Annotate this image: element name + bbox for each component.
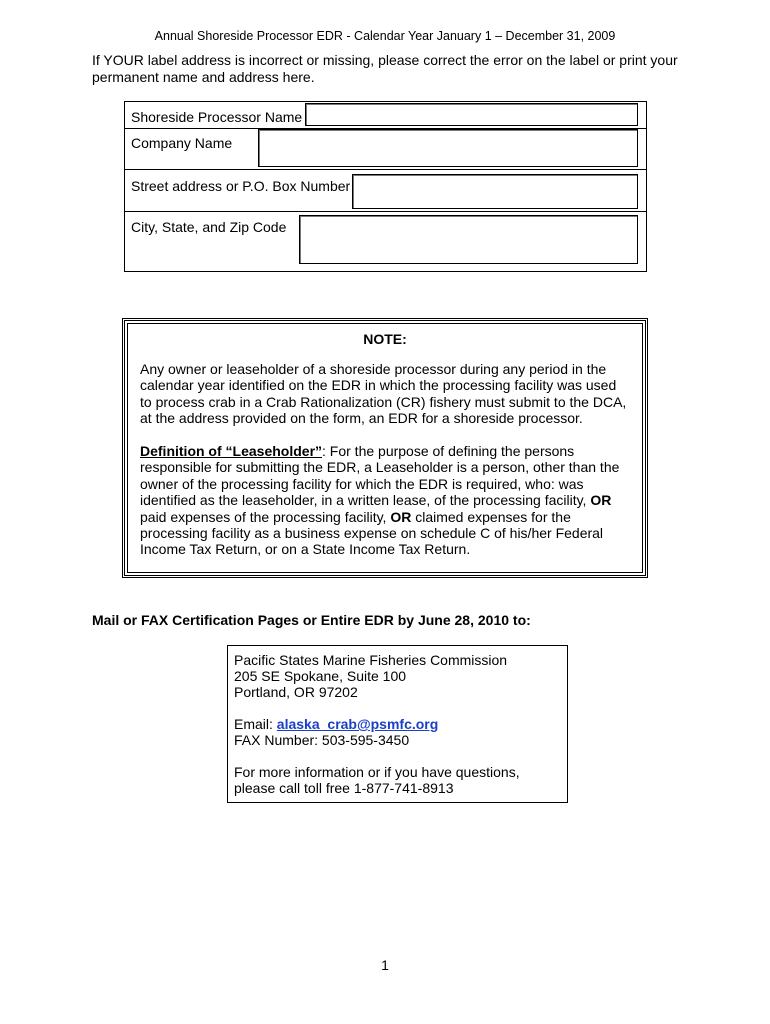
info-line-2: please call toll free 1-877-741-8913	[234, 780, 454, 796]
definition-text-3: claimed expenses for the processing facility as a business expense on schedule C of his/her Federal Income Tax Return, or on a State Income Tax Return.	[140, 508, 604, 558]
processor-name-field[interactable]	[305, 103, 638, 126]
email-label: Email:	[234, 716, 277, 732]
city-address: Portland, OR 97202	[234, 684, 358, 700]
city-row	[125, 212, 646, 270]
processor-name-row	[125, 102, 646, 129]
mail-heading: Mail or FAX Certification Pages or Entire EDR by June 28, 2010 to:	[92, 612, 531, 628]
or-emphasis-2: OR	[390, 508, 412, 525]
street-field[interactable]	[352, 174, 638, 209]
definition-text-1: : For the purpose of defining the persons responsible for submitting the EDR, a Leaseholder is a person, other than the owner of the processing facility for which the EDR is required, who: was identified as the leaseholder, in a written lease, of the processing facility,	[140, 443, 620, 509]
company-name-field[interactable]	[258, 129, 638, 167]
email-line	[234, 716, 438, 732]
definition-term: Definition of “Leaseholder”	[140, 443, 323, 459]
contact-box	[227, 645, 568, 803]
street-row	[125, 170, 646, 212]
info-line-1: For more information or if you have questions,	[234, 764, 520, 780]
street-address: 205 SE Spokane, Suite 100	[234, 668, 407, 684]
intro-text: If YOUR label address is incorrect or missing, please correct the error on the label or print your permanent name and address here.	[92, 52, 678, 85]
or-emphasis-1: OR	[590, 492, 612, 509]
note-paragraph: Any owner or leaseholder of a shoreside processor during any period in the calendar year identified on the EDR in which the processing facility was used to process crab in a Crab Rationalization (CR) fishery must submit to the DCA, at the address provided on the form, an EDR for a shoreside processor.	[140, 361, 627, 427]
page-number: 1	[381, 957, 389, 973]
definition-text-2: paid expenses of the processing facility,	[140, 508, 391, 525]
org-name: Pacific States Marine Fisheries Commission	[234, 652, 508, 668]
note-title: NOTE:	[363, 331, 407, 347]
company-name-row	[125, 128, 646, 170]
company-name-label: Company Name	[131, 135, 233, 151]
address-form	[124, 101, 647, 272]
street-label: Street address or P.O. Box Number	[131, 178, 351, 194]
fax-number: FAX Number: 503-595-3450	[234, 732, 410, 748]
page-header: Annual Shoreside Processor EDR - Calendar Year January 1 – December 31, 2009	[154, 29, 616, 43]
note-box	[122, 318, 648, 578]
city-field[interactable]	[299, 215, 638, 264]
leaseholder-definition	[140, 443, 630, 558]
processor-name-label: Shoreside Processor Name	[131, 109, 303, 125]
email-link[interactable]: alaska_crab@psmfc.org	[276, 716, 439, 732]
city-label: City, State, and Zip Code	[131, 219, 287, 235]
